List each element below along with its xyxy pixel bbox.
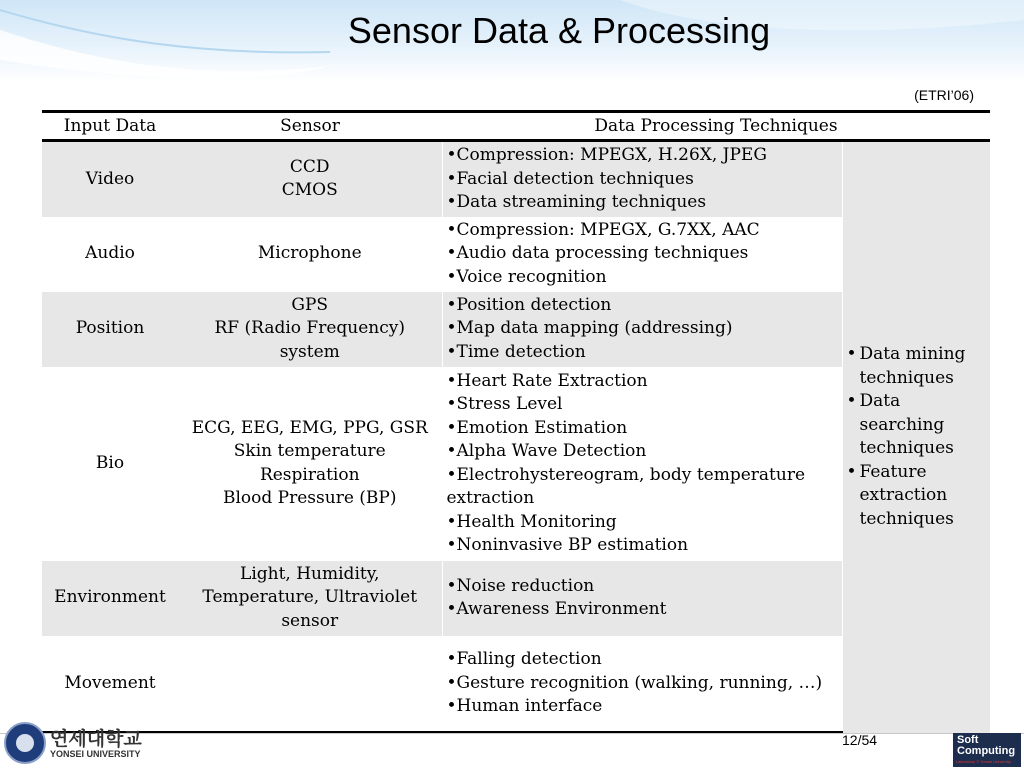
technique-item: •Voice recognition: [446, 266, 607, 287]
header-input-data: Input Data: [42, 112, 178, 141]
technique-item: •Compression: MPEGX, G.7XX, AAC: [446, 219, 760, 240]
university-name-english: YONSEI UNIVERSITY: [50, 749, 141, 759]
technique-item: •Health Monitoring: [446, 511, 617, 532]
techniques-cell: [442, 217, 842, 292]
header-data-processing: Data Processing Techniques: [442, 112, 990, 141]
sensor-line: Blood Pressure (BP): [223, 488, 397, 508]
lab-logo-line3: Laboratory © Yonsei University: [956, 759, 1011, 764]
techniques-cell: [442, 292, 842, 367]
technique-item: •Noise reduction: [446, 575, 595, 596]
technique-item: •Human interface: [446, 696, 603, 716]
sensor-cell: [178, 636, 442, 733]
page-number: 12/54: [842, 732, 878, 748]
sensor-line: CMOS: [281, 180, 338, 201]
sensor-line: ECG, EEG, EMG, PPG, GSR: [191, 417, 428, 438]
techniques-cell: [442, 367, 842, 561]
input-cell: Video: [42, 141, 178, 217]
page-title: Sensor Data & Processing: [347, 10, 771, 51]
university-name-korean: 연세대학교: [50, 728, 142, 750]
sensor-line: RF (Radio Frequency) system: [214, 318, 405, 362]
table-header-row: [42, 112, 990, 141]
common-techniques-cell: [842, 141, 990, 733]
soft-computing-lab-logo: [953, 733, 1021, 767]
technique-item: •Electrohystereogram, body temperature extraction: [446, 464, 806, 508]
technique-item: •Alpha Wave Detection: [446, 441, 647, 461]
technique-item: •Data streamining techniques: [446, 192, 707, 212]
technique-item: •Compression: MPEGX, H.26X, JPEG: [446, 145, 767, 165]
technique-item: •Awareness Environment: [446, 599, 667, 619]
sensor-cell: [178, 217, 442, 292]
table-row-video: [42, 141, 990, 217]
lab-logo-line2: Computing: [957, 745, 1016, 757]
sensor-cell: [178, 141, 442, 217]
technique-item: •Map data mapping (addressing): [446, 318, 733, 339]
source-citation: (ETRI’06): [914, 87, 974, 103]
technique-item: •Gesture recognition (walking, running, …): [446, 672, 823, 693]
technique-item: •Heart Rate Extraction: [446, 370, 648, 391]
lab-logo-line1: Soft: [957, 734, 979, 746]
yonsei-university-logo: [2, 722, 152, 766]
header-band: [0, 0, 1024, 82]
techniques-cell: [442, 141, 842, 217]
sensor-line: CCD: [289, 156, 330, 177]
technique-item: •Falling detection: [446, 649, 602, 669]
common-technique-item: • Feature extraction techniques: [846, 461, 954, 529]
common-technique-item: • Data searching techniques: [846, 391, 954, 459]
sensor-line: Microphone: [257, 243, 362, 264]
technique-item: •Facial detection techniques: [446, 168, 694, 189]
technique-item: •Time detection: [446, 341, 586, 362]
sensor-data-table: [42, 110, 990, 734]
sensor-cell: [178, 561, 442, 636]
yonsei-seal-icon: [4, 722, 46, 764]
input-cell: Movement: [42, 636, 178, 733]
technique-item: •Noninvasive BP estimation: [446, 535, 689, 555]
input-cell: Bio: [42, 367, 178, 561]
sensor-cell: [178, 292, 442, 367]
input-cell: Audio: [42, 217, 178, 292]
technique-item: •Audio data processing techniques: [446, 243, 749, 264]
technique-item: •Emotion Estimation: [446, 417, 628, 438]
input-cell: Position: [42, 292, 178, 367]
sensor-cell: [178, 367, 442, 561]
sensor-line: Light, Humidity, Temperature, Ultraviolet sensor: [202, 563, 418, 631]
sensor-line: Skin temperature: [233, 441, 386, 461]
sensor-line: Respiration: [259, 464, 360, 485]
techniques-cell: [442, 636, 842, 733]
header-sensor: Sensor: [178, 112, 442, 141]
common-technique-item: • Data mining techniques: [846, 344, 966, 388]
technique-item: •Position detection: [446, 294, 612, 315]
input-cell: Environment: [42, 561, 178, 636]
technique-item: •Stress Level: [446, 394, 563, 414]
sensor-line: GPS: [291, 294, 329, 315]
techniques-cell: [442, 561, 842, 636]
